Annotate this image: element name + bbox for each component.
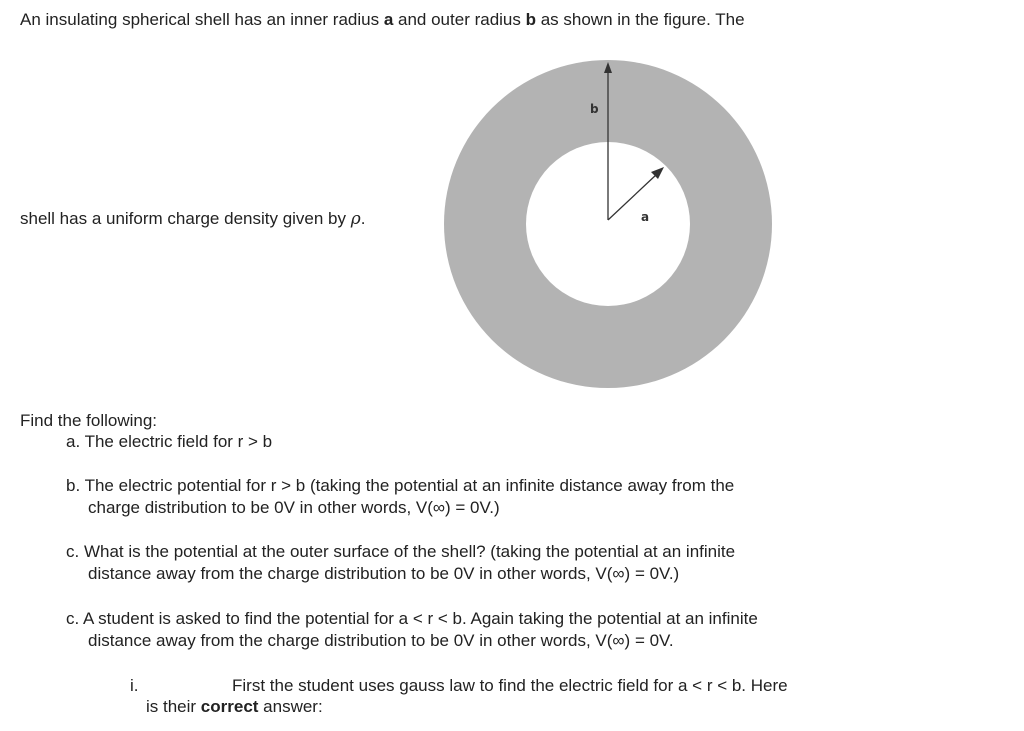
var-a: a xyxy=(383,10,394,29)
sub-i-line-1: First the student uses gauss law to find the electric field for a < r < b. Here xyxy=(232,676,788,695)
intro-line-2 xyxy=(20,208,365,230)
sub-i-correct: correct xyxy=(200,697,259,716)
var-b: b xyxy=(525,10,536,29)
intro-text-3: as shown in the figure. The xyxy=(536,10,745,29)
sub-i-line-2 xyxy=(146,696,323,718)
intro-text-1: An insulating spherical shell has an inner radius xyxy=(20,10,384,29)
sub-i-text-post: answer: xyxy=(258,697,323,716)
question-b-line-1: b. The electric potential for r > b (taking the potential at an infinite distance away from the xyxy=(66,476,735,495)
questions-heading: Find the following: xyxy=(20,411,158,430)
intro-period: . xyxy=(360,209,366,228)
label-b: b xyxy=(590,102,599,116)
question-c1-line-1: c. What is the potential at the outer surface of the shell? (taking the potential at an infinite xyxy=(66,542,736,561)
intro-line-1 xyxy=(20,9,745,31)
question-c2-line-1: c. A student is asked to find the potential for a < r < b. Again taking the potential at an infinite xyxy=(66,609,758,628)
sub-i-marker: i. xyxy=(130,676,139,695)
question-c2-line-2: distance away from the charge distribution to be 0V in other words, V(∞) = 0V. xyxy=(88,631,674,650)
intro-text-4: shell has a uniform charge density given by xyxy=(20,209,351,228)
sub-i-text-pre: is their xyxy=(146,697,201,716)
rho-symbol: ρ xyxy=(350,209,361,229)
shell-figure xyxy=(444,58,776,390)
question-c1-line-2: distance away from the charge distribution to be 0V in other words, V(∞) = 0V.) xyxy=(88,564,680,583)
question-a: a. The electric field for r > b xyxy=(66,432,273,451)
intro-text-2: and outer radius xyxy=(393,10,526,29)
label-a: a xyxy=(641,210,650,224)
question-b-line-2: charge distribution to be 0V in other words, V(∞) = 0V.) xyxy=(88,498,500,517)
